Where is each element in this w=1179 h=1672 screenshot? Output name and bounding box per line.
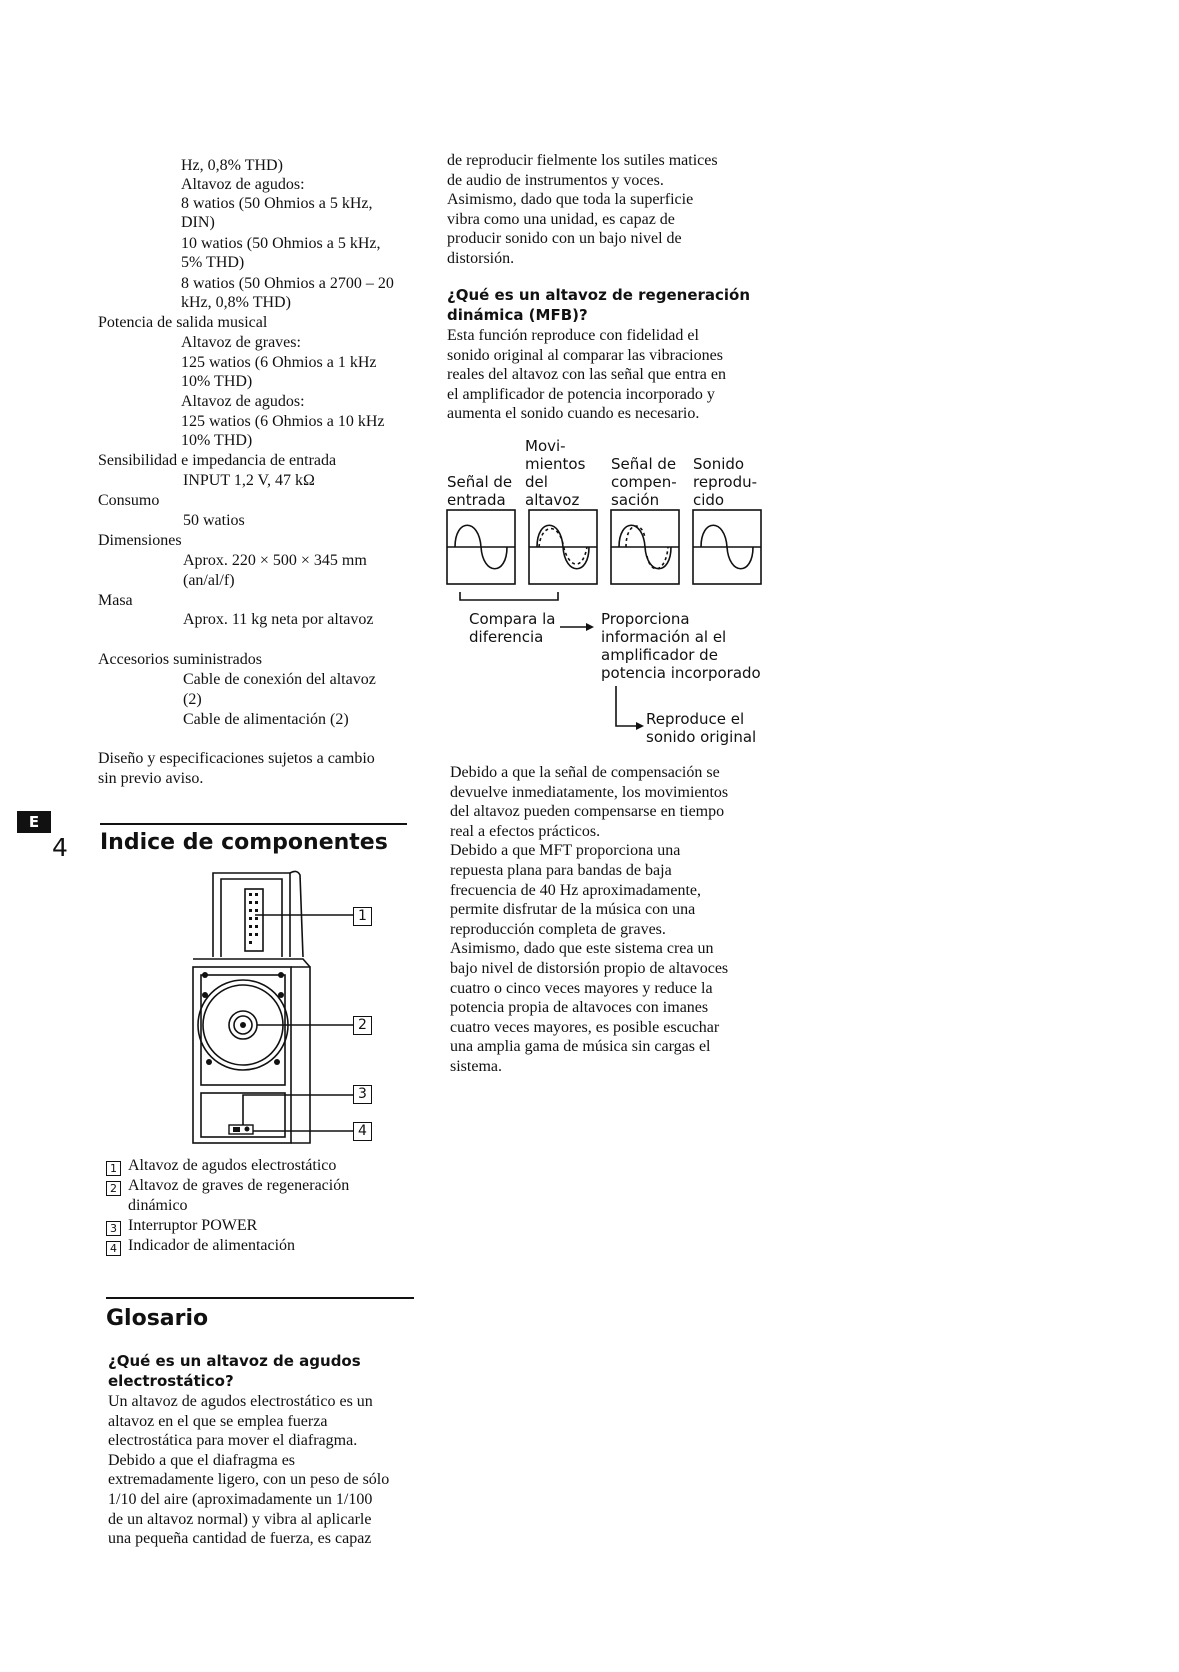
compare-label: Compara la <box>469 610 556 628</box>
spec-line: (an/al/f) <box>183 572 235 589</box>
spec-line: Altavoz de agudos: <box>181 176 305 193</box>
spec-line: 125 watios (6 Ohmios a 10 kHz <box>181 413 385 430</box>
glossary-answer-2-continued: Debido a que la señal de compensación se devuelve inmediatamente, los movimientos del altavoz pueden compensarse en tiempo real a efectos prácticos. Debido a que MFT proporciona una repuesta plana para bandas de baja frecuencia de 40 Hz aproximadamente, permite disfrutar de la música con una reproducción completa de graves. Asimismo, dado que este sistema crea un bajo nivel de distorsión propio de altavoces cuatro o cinco veces mayores y reduce la potencia propia de altavoces con imanes cuatro veces mayores, es posible escuchar una amplia gama de música sin cargas el sistema. <box>450 764 729 1075</box>
glossary-answer-1: Un altavoz de agudos electrostático es un altavoz en el que se emplea fuerza electrostática para mover el diafragma. Debido a que el diafragma es extremadamente ligero, con un peso de sólo 1/10 del aire (aproximadamente un 1/100 de un altavoz normal) y vibra al aplicarle una pequeña cantidad de fuerza, es capaz <box>108 1393 390 1548</box>
spec-line: 125 watios (6 Ohmios a 1 kHz <box>181 354 377 371</box>
callout-2: 2 <box>353 1016 372 1035</box>
callout-1: 1 <box>353 907 372 926</box>
glossary-answer-1-continued: de reproducir fielmente los sutiles matices de audio de instrumentos y voces. Asimismo, dado que toda la superficie vibra como una unidad, es capaz de producir sonido con un bajo nivel de distorsión. <box>447 152 718 267</box>
spec-line: kHz, 0,8% THD) <box>181 294 291 311</box>
spec-line: Aprox. 220 × 500 × 345 mm <box>183 552 367 569</box>
col-label: compen- <box>611 473 677 491</box>
item-number: 2 <box>106 1181 121 1196</box>
provides-label: potencia incorporado <box>601 664 761 682</box>
col-label: Señal de <box>447 473 513 491</box>
spec-line: Altavoz de agudos: <box>181 393 305 410</box>
spec-line: 5% THD) <box>181 254 245 271</box>
col-label: mientos <box>525 455 586 473</box>
spec-line: 10% THD) <box>181 373 253 390</box>
spec-heading: Sensibilidad e impedancia de entrada <box>98 452 337 469</box>
col-label: altavoz <box>525 491 580 509</box>
col-label: sación <box>611 491 660 509</box>
item-number: 3 <box>106 1221 121 1236</box>
reproduces-label: sonido original <box>646 728 757 746</box>
section-rule <box>100 823 407 825</box>
col-label: reprodu- <box>693 473 758 491</box>
spec-line: Aprox. 11 kg neta por altavoz <box>183 611 374 628</box>
spec-line: 50 watios <box>183 512 245 529</box>
spec-line: Altavoz de graves: <box>181 334 301 351</box>
components-title: Indice de componentes <box>100 830 388 855</box>
spec-line: (2) <box>183 691 202 708</box>
spec-heading: Potencia de salida musical <box>98 314 268 331</box>
spec-line: 8 watios (50 Ohmios a 5 kHz, <box>181 195 373 212</box>
language-tab: E <box>17 811 51 833</box>
component-item-4: 4 Indicador de alimentación <box>106 1236 295 1256</box>
glossary-question-2: ¿Qué es un altavoz de regeneración dinámica (MFB)? <box>447 286 751 324</box>
item-number: 1 <box>106 1161 121 1176</box>
spec-line: 10 watios (50 Ohmios a 5 kHz, <box>181 235 381 252</box>
col-label: cido <box>693 491 725 509</box>
component-item-3: 3 Interruptor POWER <box>106 1216 257 1236</box>
spec-line: 10% THD) <box>181 432 253 449</box>
spec-line: Cable de alimentación (2) <box>183 711 349 728</box>
glossary-question-1: ¿Qué es un altavoz de agudos electrostático? <box>108 1352 361 1390</box>
spec-heading: Consumo <box>98 492 160 509</box>
col-label: del <box>525 473 548 491</box>
col-label: Movi- <box>525 437 566 455</box>
glossary-title: Glosario <box>106 1306 209 1331</box>
component-item-1: 1 Altavoz de agudos electrostático <box>106 1156 336 1176</box>
page-number: 4 <box>52 833 68 862</box>
spec-heading: Dimensiones <box>98 532 182 549</box>
spec-heading: Accesorios suministrados <box>98 651 262 668</box>
reproduces-label: Reproduce el <box>646 710 745 728</box>
col-label: Señal de <box>611 455 677 473</box>
spec-notice: Diseño y especificaciones sujetos a cambio sin previo aviso. <box>98 750 375 787</box>
spec-line: 8 watios (50 Ohmios a 2700 – 20 <box>181 275 394 292</box>
compare-label: diferencia <box>469 628 544 646</box>
provides-label: Proporciona <box>601 610 690 628</box>
section-rule <box>106 1297 414 1299</box>
col-label: entrada <box>447 491 506 509</box>
spec-line: Hz, 0,8% THD) <box>181 157 283 174</box>
provides-label: amplificador de <box>601 646 718 664</box>
col-label: Sonido <box>693 455 745 473</box>
spec-line: INPUT 1,2 V, 47 kΩ <box>183 472 315 489</box>
speaker-illustration <box>185 867 380 1147</box>
item-number: 4 <box>106 1241 121 1256</box>
glossary-answer-2: Esta función reproduce con fidelidad el sonido original al comparar las vibraciones reales del altavoz con las señal que entra en el amplificador de potencia incorporado y aumenta el sonido cuando es necesario. <box>447 327 726 423</box>
callout-4: 4 <box>353 1122 372 1141</box>
spec-line: DIN) <box>181 214 215 231</box>
callout-3: 3 <box>353 1085 372 1104</box>
spec-line: Cable de conexión del altavoz <box>183 671 376 688</box>
provides-label: información al el <box>601 628 727 646</box>
component-item-2-cont: dinámico <box>128 1197 188 1214</box>
spec-heading: Masa <box>98 592 133 609</box>
component-item-2: 2 Altavoz de graves de regeneración <box>106 1176 349 1196</box>
